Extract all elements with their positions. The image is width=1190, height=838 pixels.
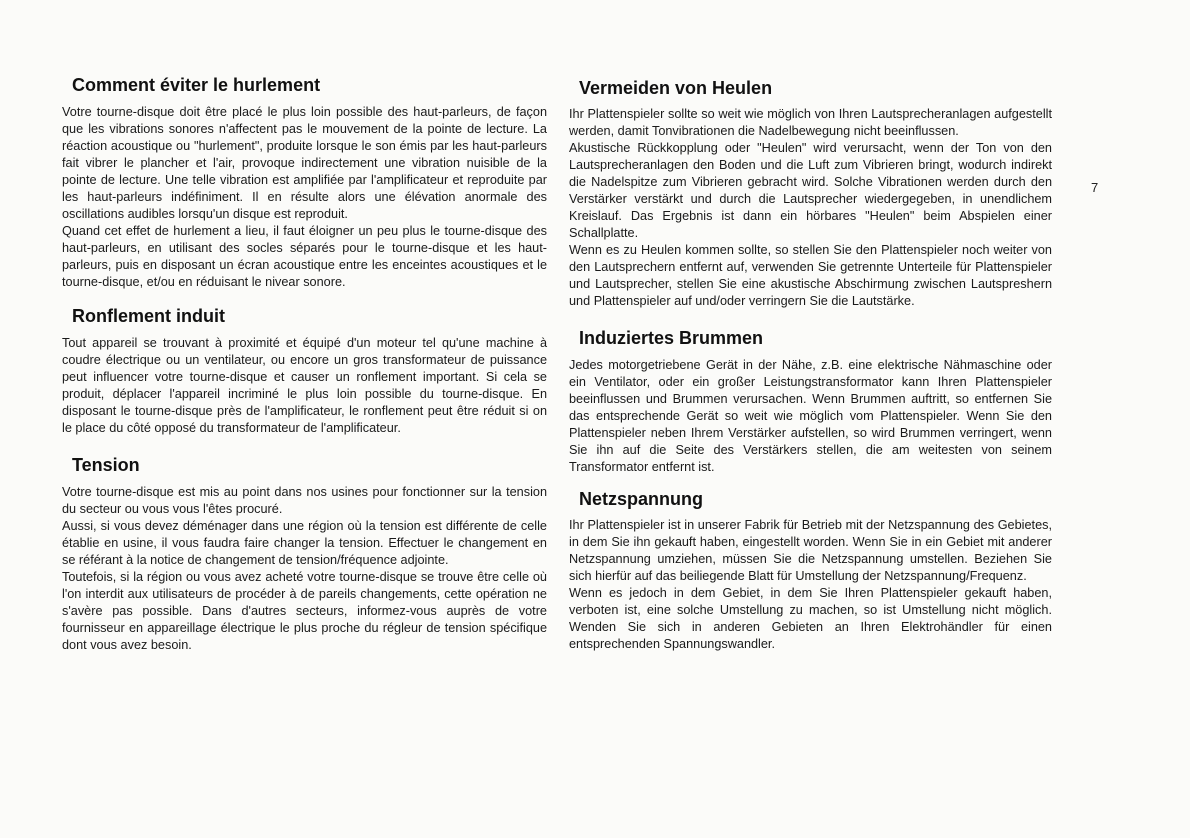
section-tension bbox=[62, 455, 547, 654]
paragraph: Wenn es jedoch in dem Gebiet, in dem Sie Ihren Plattenspieler gekauft haben, verboten ist, eine solche Umstellung zu machen, so ist Umstellung nicht möglich. Wenden Sie sich in anderen Gebieten an Ihren Elektrohändler für einen entsprechenden Spannungswandler. bbox=[569, 586, 1052, 651]
section-brummen bbox=[569, 328, 1052, 476]
paragraph: Quand cet effet de hurlement a lieu, il faut éloigner un peu plus le tourne-disque des haut-parleurs, en utilisant des socles séparés pour le tourne-disque et les haut-parleurs, puis en disposant un écran acoustique entre les enceintes acoustiques et le tourne-disque, et/ou en réduisant le nivear sonore. bbox=[62, 224, 547, 289]
section-heulen bbox=[569, 78, 1052, 310]
section-netzspannung bbox=[569, 489, 1052, 653]
paragraph: Votre tourne-disque est mis au point dans nos usines pour fonctionner sur la tension du secteur ou vous vous l'êtes procuré. bbox=[62, 485, 547, 516]
paragraph: Ihr Plattenspieler sollte so weit wie möglich von Ihren Lautsprecheranlagen aufgestellt werden, damit Tonvibrationen die Nadelbewegung nicht beeinflussen. bbox=[569, 107, 1052, 138]
paragraph: Tout appareil se trouvant à proximité et équipé d'un moteur tel qu'une machine à coudre électrique ou un ventilateur, ou encore un gros transformateur de puissance peut influencer votre tourne-disque et causer un ronflement important. Si cela se produit, déplacer l'appareil incriminé le plus loin possible du tourne-disque. En disposant le tourne-disque près de l'amplificateur, le ronflement peut être réduit si on le place du côté opposé du transformateur de l'amplificateur. bbox=[62, 336, 547, 435]
section-hurlement bbox=[62, 75, 547, 291]
section-ronflement bbox=[62, 306, 547, 437]
paragraph: Jedes motorgetriebene Gerät in der Nähe, z.B. eine elektrische Nähmaschine oder ein Ventilator, oder ein großer Leistungstransformator kann Ihren Plattenspieler beeinflussen und Brummen verursachen. Wenn Brummen auftritt, so entfernen Sie das entsprechende Gerät so weit wie möglich vom Plattenspieler. Wenn Sie den Plattenspieler neben Ihrem Verstärker aufstellen, so wird Brummen verringert, wenn Sie ihn auf die Seite des Verstärkers stellen, die am weitesten von seinem Transformator entfernt ist. bbox=[569, 358, 1052, 474]
section-heading: Induziertes Brummen bbox=[579, 328, 764, 348]
page-number: 7 bbox=[1091, 180, 1099, 195]
paragraph: Votre tourne-disque doit être placé le plus loin possible des haut-parleurs, de façon que les vibrations sonores n'affectent pas le mouvement de la pointe de lecture. La réaction acoustique ou "hurlement", produite lorsque le son émis par les haut-parleurs fait vibrer le plancher et l'air, provoque indirectement une vibration nuisible de la pointe de lecture. Une telle vibration est amplifiée par l'amplificateur et reproduite par les haut-parleurs indéfiniment. Il en résulte alors une élévation anormale des oscillations audibles lorsqu'un disque est reproduit. bbox=[62, 105, 547, 221]
section-heading: Tension bbox=[72, 455, 140, 475]
paragraph: Ihr Plattenspieler ist in unserer Fabrik für Betrieb mit der Netzspannung des Gebietes, in dem Sie ihn gekauft haben, eingestellt worden. Wenn Sie in ein Gebiet mit anderer Netzspannung umziehen, müssen Sie die Netzspannung umstellen. Beziehen Sie sich hierfür auf das beiliegende Blatt für Umstellung der Netzspannung/Frequenz. bbox=[569, 518, 1052, 583]
section-heading: Netzspannung bbox=[579, 489, 703, 509]
paragraph: Akustische Rückkopplung oder "Heulen" wird verursacht, wenn der Ton von den Lautsprecheranlagen den Boden und die Luft zum Vibrieren bringt, wodurch indirekt die Nadelspitze zum Vibrieren gebracht wird. Solche Vibrationen werden durch den Verstärker verstärkt und durch die Lautsprecher wiedergegeben, in unendlichem Kreislauf. Das Ergebnis ist dann ein hörbares "Heulen" beim Abspielen einer Schallplatte. bbox=[569, 141, 1052, 240]
paragraph: Toutefois, si la région ou vous avez acheté votre tourne-disque se trouve être celle où l'on interdit aux utilisateurs de procéder à de pareils changements, cette opération ne s'avère pas possible. Dans d'autres secteurs, informez-vous auprès de votre fournisseur en appareillage électrique le plus proche du régleur de tension spécifique dont vous avez besoin. bbox=[62, 570, 547, 652]
section-heading: Vermeiden von Heulen bbox=[579, 78, 773, 98]
section-heading: Comment éviter le hurlement bbox=[72, 75, 321, 95]
paragraph: Aussi, si vous devez déménager dans une région où la tension est différente de celle établie en usine, il vous faudra faire changer la tension. Effectuer le changement en se référant à la notice de changement de tension/fréquence adjointe. bbox=[62, 519, 547, 567]
section-heading: Ronflement induit bbox=[72, 306, 225, 326]
german-column bbox=[569, 70, 1052, 653]
french-column bbox=[62, 70, 547, 654]
paragraph: Wenn es zu Heulen kommen sollte, so stellen Sie den Plattenspieler noch weiter von den Lautsprechern entfernt auf, verwenden Sie getrennte Unterteile für Plattenspieler und Lautsprecher, stellen Sie eine akustische Abschirmung zwischen Lautspreshern und Plattenspieler auf und/oder verringern Sie die Lautstärke. bbox=[569, 243, 1052, 308]
